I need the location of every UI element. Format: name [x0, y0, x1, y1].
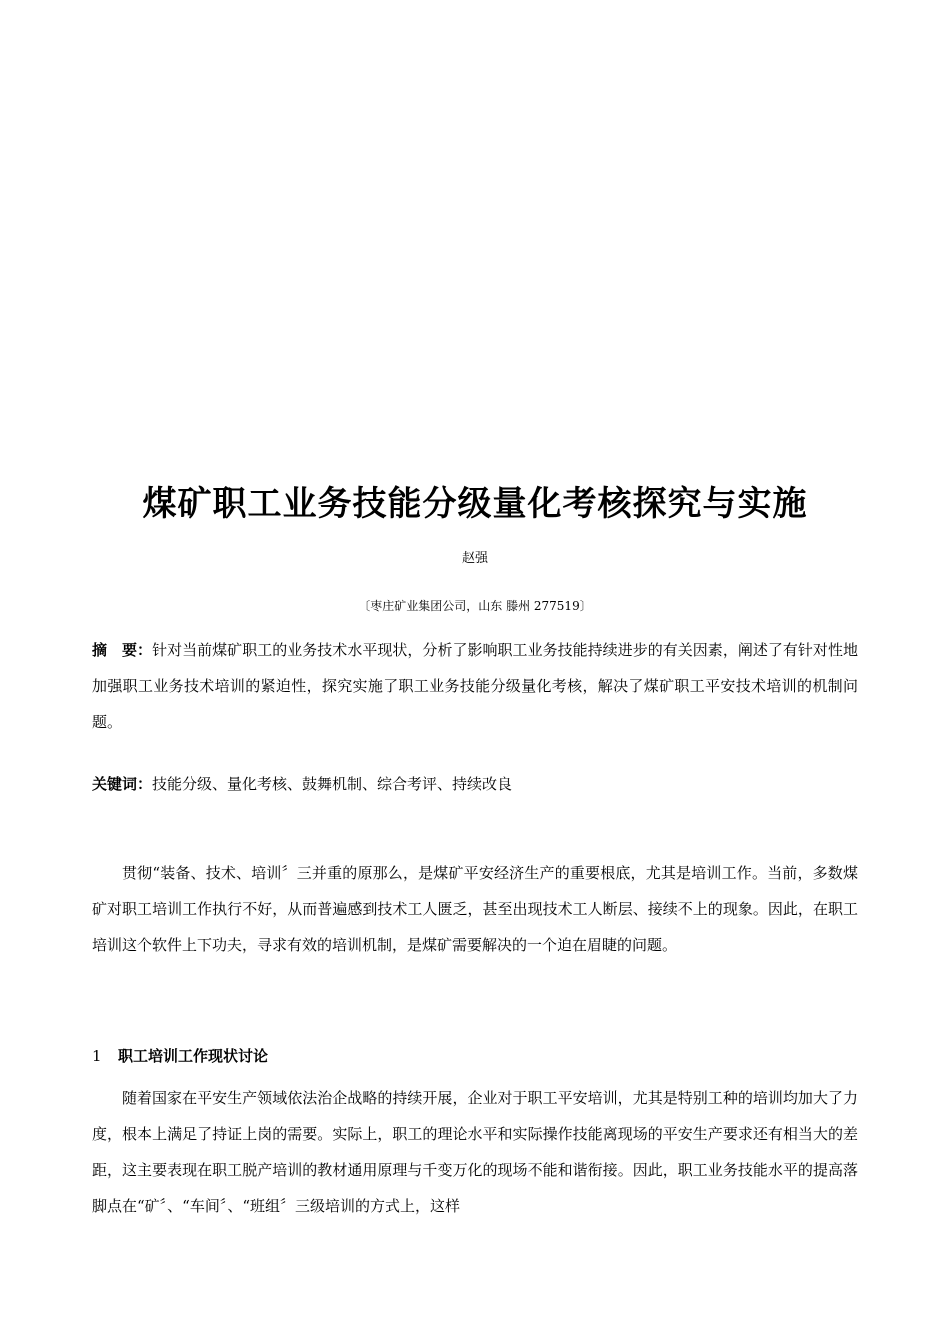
paper-affiliation: 〔枣庄矿业集团公司，山东 滕州 277519〕 [358, 599, 592, 613]
section-paragraph: 随着国家在平安生产领域依法治企战略的持续开展，企业对于职工平安培训，尤其是特别工种的培训均加大了力度，根本上满足了持证上岗的需要。实际上，职工的理论水平和实际操作技能离现场的平安生产要求还有相当大的差距，这主要表现在职工脱产培训的教材通用原理与千变万化的现场不能和谐衔接。因此，职工业务技能水平的提高落脚点在“矿〞、“车间〞、“班组〞三级培训的方式上，这样 [92, 1089, 858, 1215]
abstract-text: 针对当前煤矿职工的业务技术水平现状，分析了影响职工业务技能持续进步的有关因素，阐述了有针对性地加强职工业务技术培训的紧迫性，探究实施了职工业务技能分级量化考核，解决了煤矿职工平安技术培训的机制问题。 [92, 641, 858, 731]
intro-paragraph: 贯彻“装备、技术、培训〞三并重的原那么，是煤矿平安经济生产的重要根底，尤其是培训工作。当前，多数煤矿对职工培训工作执行不好，从而普遍感到技术工人匮乏，甚至出现技术工人断层、接续不上的现象。因此，在职工培训这个软件上下功夫，寻求有效的培训机制，是煤矿需要解决的一个迫在眉睫的问题。 [92, 864, 858, 954]
section-title: 职工培训工作现状讨论 [118, 1047, 269, 1065]
section-heading [92, 1038, 858, 1074]
abstract [92, 632, 858, 740]
section-number: 1 [92, 1047, 102, 1065]
keywords [92, 766, 858, 802]
paper-author: 赵强 [461, 551, 488, 566]
paper-title: 煤矿职工业务技能分级量化考核探究与实施 [142, 484, 808, 524]
abstract-label: 摘 要： [92, 641, 153, 659]
keywords-label: 关键词： [92, 775, 153, 793]
keywords-text: 技能分级、量化考核、鼓舞机制、综合考评、持续改良 [152, 775, 513, 793]
